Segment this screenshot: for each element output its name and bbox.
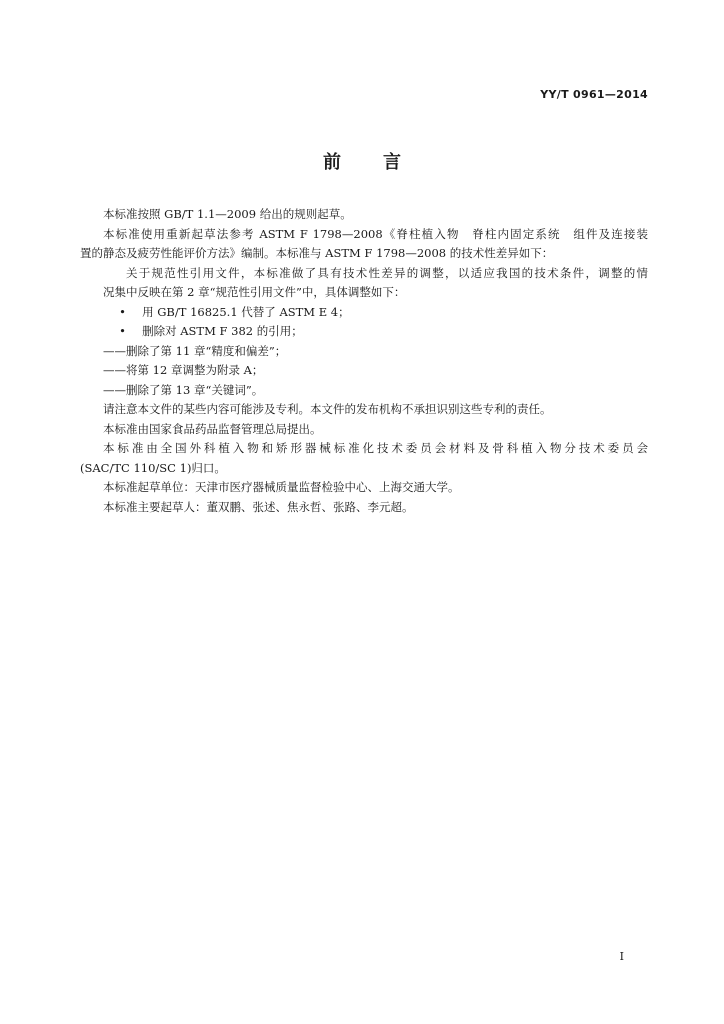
paragraph-drafting-rules: 本标准按照 GB/T 1.1—2009 给出的规则起草。 xyxy=(103,207,352,221)
list-item-bullet xyxy=(80,322,648,342)
paragraph-drafting-units: 本标准起草单位：天津市医疗器械质量监督检验中心、上海交通大学。 xyxy=(103,480,460,494)
bullet-icon: • xyxy=(119,304,126,319)
list-item-dash: ——将第 12 章调整为附录 A； xyxy=(103,363,264,377)
page-title: 前言 xyxy=(323,152,443,173)
paragraph-normative-line1: 关于规范性引用文件，本标准做了具有技术性差异的调整，以适应我国的技术条件，调整的情 xyxy=(126,265,648,280)
standard-code: YY/T 0961—2014 xyxy=(540,88,648,101)
paragraph-committee-line2: (SAC/TC 110/SC 1)归口。 xyxy=(80,460,226,475)
bullet-text: 用 GB/T 16825.1 代替了 ASTM E 4； xyxy=(142,304,350,319)
paragraph-reference-line2: 置的静态及疲劳性能评价方法》编制。本标准与 ASTM F 1798—2008 的技术性差异如下： xyxy=(80,246,554,260)
bullet-text: 删除对 ASTM F 382 的引用； xyxy=(142,324,303,338)
foreword-body xyxy=(80,205,648,517)
list-item-dash: ——删除了第 13 章“关键词”。 xyxy=(103,382,264,397)
paragraph-reference-line1: 本标准使用重新起草法参考 ASTM F 1798—2008《脊柱植入物 脊柱内固定系统 组件及连接装 xyxy=(103,226,648,241)
paragraph-normative-line2: 况集中反映在第 2 章“规范性引用文件”中，具体调整如下： xyxy=(103,285,406,299)
paragraph-proposer: 本标准由国家食品药品监督管理总局提出。 xyxy=(103,421,322,436)
list-item-bullet xyxy=(80,303,648,323)
paragraph-patent-notice: 请注意本文件的某些内容可能涉及专利。本文件的发布机构不承担识别这些专利的责任。 xyxy=(103,402,552,416)
list-item-dash: ——删除了第 11 章“精度和偏差”； xyxy=(103,343,287,358)
page-number: I xyxy=(619,950,624,963)
paragraph-drafters: 本标准主要起草人：董双鹏、张述、焦永哲、张路、李元超。 xyxy=(103,499,414,514)
paragraph-committee-line1: 本标准由全国外科植入物和矫形器械标准化技术委员会材料及骨科植入物分技术委员会 xyxy=(103,441,648,455)
bullet-icon: • xyxy=(119,324,126,338)
